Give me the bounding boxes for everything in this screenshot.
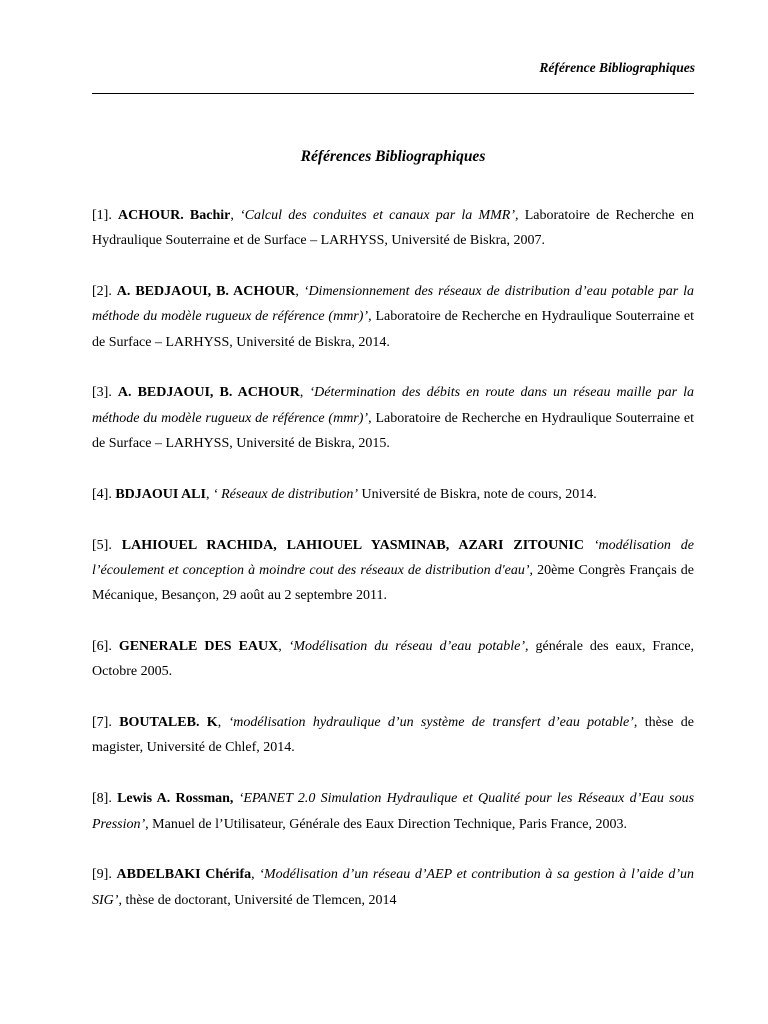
reference-separator: , (299, 385, 310, 401)
reference-details: , 20ème Congrès Français de Mécanique, Besançon, 29 août au 2 septembre 2011. (92, 562, 695, 604)
reference-title: ‘ Réseaux de distribution’ (212, 486, 358, 502)
reference-details: Université de Biskra, note de cours, 2014. (358, 486, 597, 502)
page-title: Références Bibliographiques (300, 148, 486, 165)
reference-title: ‘Modélisation du réseau d’eau potable’ (288, 639, 526, 655)
reference-separator: , (230, 208, 241, 223)
reference-authors: Lewis A. Rossman, (117, 791, 234, 807)
reference-details: , thèse de magister, Université de Chlef, 2014. (92, 715, 695, 756)
reference-authors: BDJAOUI ALI (115, 486, 206, 502)
reference-authors: BOUTALEB. K (119, 715, 218, 731)
reference-authors: A. BEDJAOUI, B. ACHOUR (116, 284, 296, 300)
reference-item (92, 862, 694, 913)
reference-number: [2]. (92, 284, 117, 300)
reference-item (92, 279, 694, 355)
reference-authors: ACHOUR. Bachir (118, 208, 231, 223)
reference-item (92, 482, 694, 507)
running-header: Référence Bibliographiques (539, 60, 695, 75)
reference-item (92, 634, 694, 685)
reference-number: [3]. (92, 385, 118, 401)
reference-item (92, 203, 694, 254)
reference-title: ‘Calcul des conduites et canaux par la MMR’ (240, 208, 516, 223)
reference-details: , Laboratoire de Recherche en Hydraulique Souterraine et de Surface – LARHYSS, Université de Biskra, 2007. (92, 208, 695, 249)
reference-item (92, 710, 694, 761)
reference-number: [6]. (92, 639, 119, 655)
reference-separator (584, 538, 594, 553)
reference-details: , Laboratoire de Recherche en Hydraulique Souterraine et de Surface – LARHYSS, Université de Biskra, 2015. (92, 410, 695, 452)
reference-list (92, 203, 694, 938)
reference-item (92, 786, 694, 837)
reference-number: [1]. (92, 208, 119, 223)
reference-number: [7]. (92, 715, 120, 731)
reference-title: ‘Dimensionnement des réseaux de distribution d’eau potable par la méthode du modèle rugueux de référence (mmr)’ (92, 284, 695, 325)
reference-details: , générale des eaux, France, Octobre 2005. (92, 639, 695, 680)
reference-title: ‘modélisation hydraulique d’un système de transfert d’eau potable’ (228, 715, 634, 731)
reference-title: ‘Modélisation d’un réseau d’AEP et contribution à sa gestion à l’aide d’un SIG’ (92, 867, 694, 908)
reference-details: , Laboratoire de Recherche en Hydraulique Souterraine et de Surface – LARHYSS, Université de Biskra, 2014. (92, 309, 695, 350)
header-rule (92, 93, 694, 94)
reference-authors: GENERALE DES EAUX (118, 639, 279, 655)
reference-title: ‘modélisation de l’écoulement et conception à moindre cout des réseaux de distribution d'eau’ (92, 537, 694, 578)
reference-number: [4]. (92, 486, 116, 502)
reference-separator: , (295, 284, 304, 300)
reference-number: [5]. (92, 537, 122, 553)
reference-title: ‘Détermination des débits en route dans un réseau maille par la méthode du modèle rugueux de référence (mmr)’ (92, 385, 694, 426)
reference-separator: , (251, 867, 260, 883)
reference-item (92, 533, 694, 609)
reference-authors: A. BEDJAOUI, B. ACHOUR (117, 385, 300, 401)
reference-title: ‘EPANET 2.0 Simulation Hydraulique et Qualité pour les Réseaux d’Eau sous Pression’ (92, 791, 695, 832)
reference-authors: ABDELBAKI Chérifa (116, 867, 252, 883)
reference-number: [9]. (92, 867, 117, 883)
reference-authors: LAHIOUEL RACHIDA, LAHIOUEL YASMINAB, AZARI ZITOUNIC (121, 537, 584, 553)
reference-separator: , (205, 486, 213, 502)
reference-details: , thèse de doctorant, Université de Tlemcen, 2014 (118, 892, 397, 908)
reference-number: [8]. (92, 791, 118, 807)
reference-separator: , (217, 715, 229, 731)
reference-item (92, 380, 694, 456)
reference-details: , Manuel de l’Utilisateur, Générale des Eaux Direction Technique, Paris France, 2003. (145, 816, 627, 832)
reference-separator: , (278, 639, 289, 655)
